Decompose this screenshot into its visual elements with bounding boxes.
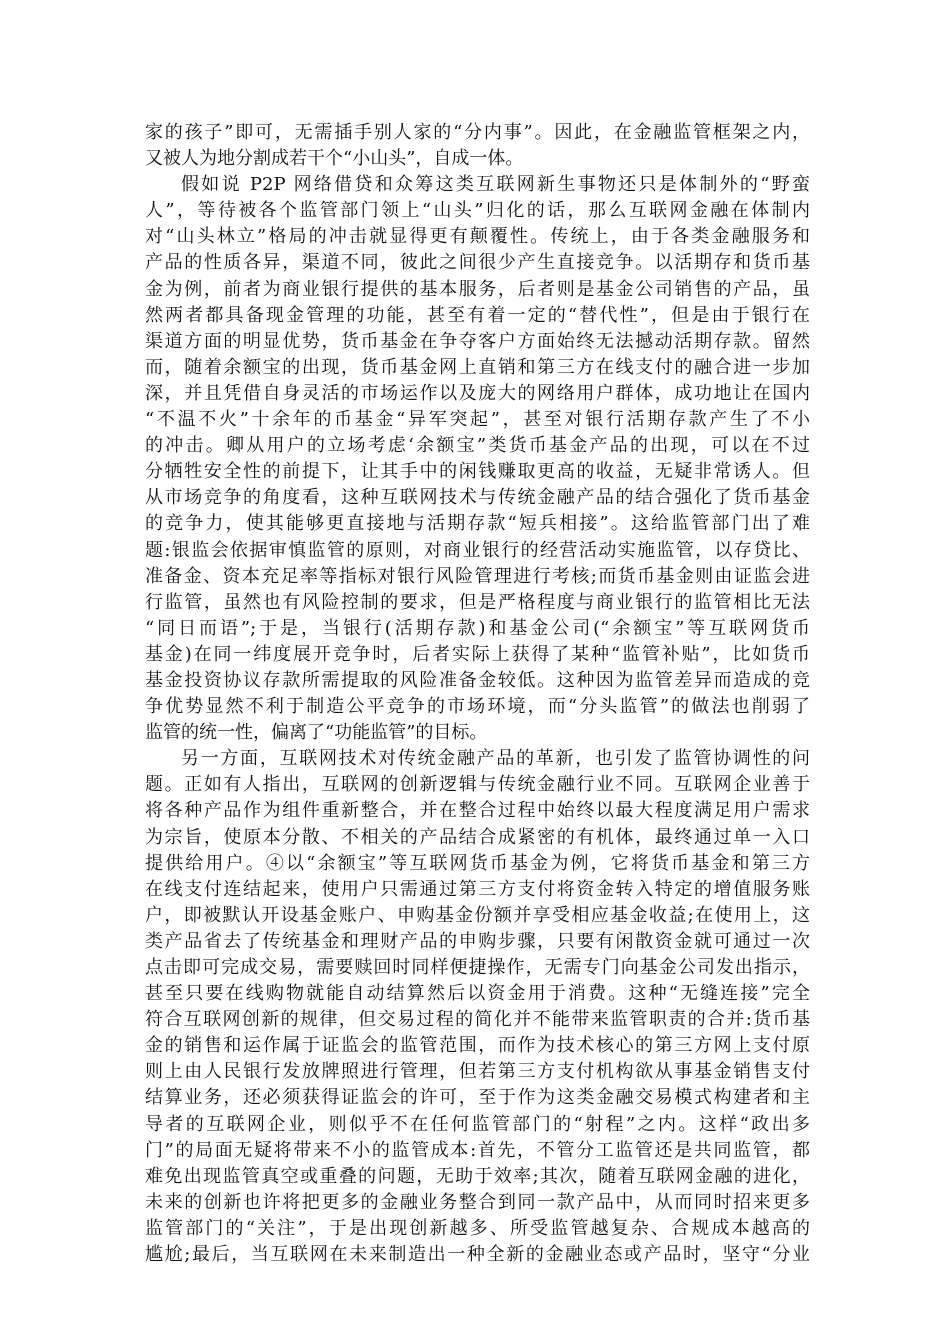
text-line: 未来的创新也许将把更多的金融业务整合到同一款产品中，从而同时招来更多 (145, 1191, 810, 1213)
text-line: 的冲击。卿从用户的立场考虑‘余额宝”类货币基金产品的出现，可以在不过 (145, 435, 810, 457)
document-body (145, 120, 810, 1268)
text-line: 渠道方面的明显优势，货币基金在争夺客户方面始终无法撼动活期存款。留然 (145, 330, 810, 352)
text-line: 将各种产品作为组件重新整合，并在整合过程中始终以最大程度满足用户需求 (145, 800, 810, 822)
text-line: 深，并且凭借自身灵活的市场运作以及庞大的网络用户群体，成功地让在国内 (145, 382, 810, 404)
text-line: 符合互联网创新的规律，但交易过程的简化并不能带来监管职责的合并:货币基 (145, 1009, 810, 1031)
text-line: 准备金、资本充足率等指标对银行风险管理进行考核;而货币基金则由证监会进 (145, 565, 810, 587)
text-line: “同日而语”;于是，当银行(活期存款)和基金公司(“余额宝”等互联网货币 (145, 617, 810, 639)
text-line: 类产品省去了传统基金和理财产品的申购步骤，只要有闲散资金就可通过一次 (145, 930, 810, 952)
text-line: 题:银监会依据审慎监管的原则，对商业银行的经营活动实施监管，以存贷比、 (145, 539, 810, 561)
text-line: 门”的局面无疑将带来不小的监管成本:首先，不管分工监管还是共同监管，都 (145, 1139, 810, 1161)
text-line: 又被人为地分割成若干个“小山头”，自成一体。 (145, 148, 524, 170)
text-line: 尴尬;最后，当互联网在未来制造出一种全新的金融业态或产品时，坚守“分业 (145, 1244, 810, 1266)
text-line: 在线支付连结起来，使用户只需通过第三方支付将资金转入特定的增值服务账 (145, 878, 810, 900)
text-line: 金为例，前者为商业银行提供的基本服务，后者则是基金公司销售的产品，虽 (145, 278, 810, 300)
text-line: 对“山头林立”格局的冲击就显得更有颠覆性。传统上，由于各类金融服务和 (145, 226, 810, 248)
text-line: “不温不火”十余年的币基金“异军突起”，甚至对银行活期存款产生了不小 (145, 409, 810, 431)
text-line: 基金)在同一纬度展开竞争时，后者实际上获得了某种“监管补贴”，比如货币 (145, 643, 810, 665)
text-line: 基金投资协议存款所需提取的风险准备金较低。这种因为监管差异而造成的竞 (145, 669, 810, 691)
text-line: 从市场竞争的角度看，这种互联网技术与传统金融产品的结合强化了货币基金 (145, 487, 810, 509)
text-line: 甚至只要在线购物就能自动结算然后以资金用于消费。这种“无缝连接”完全 (145, 983, 810, 1005)
text-line: 分牺牲安全性的前提下，让其手中的闲钱赚取更高的收益，无疑非常诱人。但 (145, 461, 810, 483)
text-line: 另一方面，互联网技术对传统金融产品的革新，也引发了监管协调性的问 (181, 748, 810, 770)
text-line: 题。正如有人指出，互联网的创新逻辑与传统金融行业不同。互联网企业善于 (145, 774, 810, 796)
text-line: 提供给用户。④以“余额宝”等互联网货币基金为例，它将货币基金和第三方 (145, 852, 810, 874)
text-line: 而，随着余额宝的出现，货币基金网上直销和第三方在线支付的融合进一步加 (145, 356, 810, 378)
text-line: 难免出现监管真空或重叠的问题，无助于效率;其次，随着互联网金融的进化， (145, 1165, 810, 1187)
text-line: 则上由人民银行发放牌照进行管理，但若第三方支付机构欲从事基金销售支付 (145, 1061, 810, 1083)
text-line: 金的销售和运作属于证监会的监管范围，而作为技术核心的第三方网上支付原 (145, 1035, 810, 1057)
text-line: 监管部门的“关注”，于是出现创新越多、所受监管越复杂、合规成本越高的 (145, 1217, 810, 1239)
text-line: 家的孩子”即可，无需插手别人家的“分内事”。因此，在金融监管框架之内， (145, 122, 810, 143)
text-line: 争优势显然不利于制造公平竞争的市场环境，而“分头监管”的做法也削弱了 (145, 696, 810, 718)
text-line: 人”，等待被各个监管部门领上“山头”归化的话，那么互联网金融在体制内 (145, 200, 810, 222)
text-line: 户，即被默认开设基金账户、申购基金份额并享受相应基金收益;在使用上，这 (145, 904, 810, 926)
text-line: 监管的统一性，偏离了“功能监管”的目标。 (145, 722, 488, 744)
text-line: 结算业务，还必须获得证监会的许可，至于作为这类金融交易模式构建者和主 (145, 1087, 810, 1109)
text-line: 导者的互联网企业，则似乎不在任何监管部门的“射程”之内。这样“政出多 (145, 1113, 810, 1135)
text-line: 为宗旨，使原本分散、不相关的产品结合成紧密的有机体，最终通过单一入口 (145, 826, 810, 848)
text-line: 的竞争力，使其能够更直接地与活期存款“短兵相接”。这给监管部门出了难 (145, 513, 810, 535)
text-line: 产品的性质各异，渠道不同，彼此之间很少产生直接竞争。以活期存和货币基 (145, 252, 810, 274)
text-line: 点击即可完成交易，需要赎回时同样便捷操作，无需专门向基金公司发出指示， (145, 957, 810, 978)
text-line: 然两者都具备现金管理的功能，甚至有着一定的“替代性”，但是由于银行在 (145, 304, 810, 326)
text-line: 行监管，虽然也有风险控制的要求，但是严格程度与商业银行的监管相比无法 (145, 591, 810, 613)
text-line: 假如说 P2P 网络借贷和众筹这类互联网新生事物还只是体制外的“野蛮 (181, 174, 810, 196)
